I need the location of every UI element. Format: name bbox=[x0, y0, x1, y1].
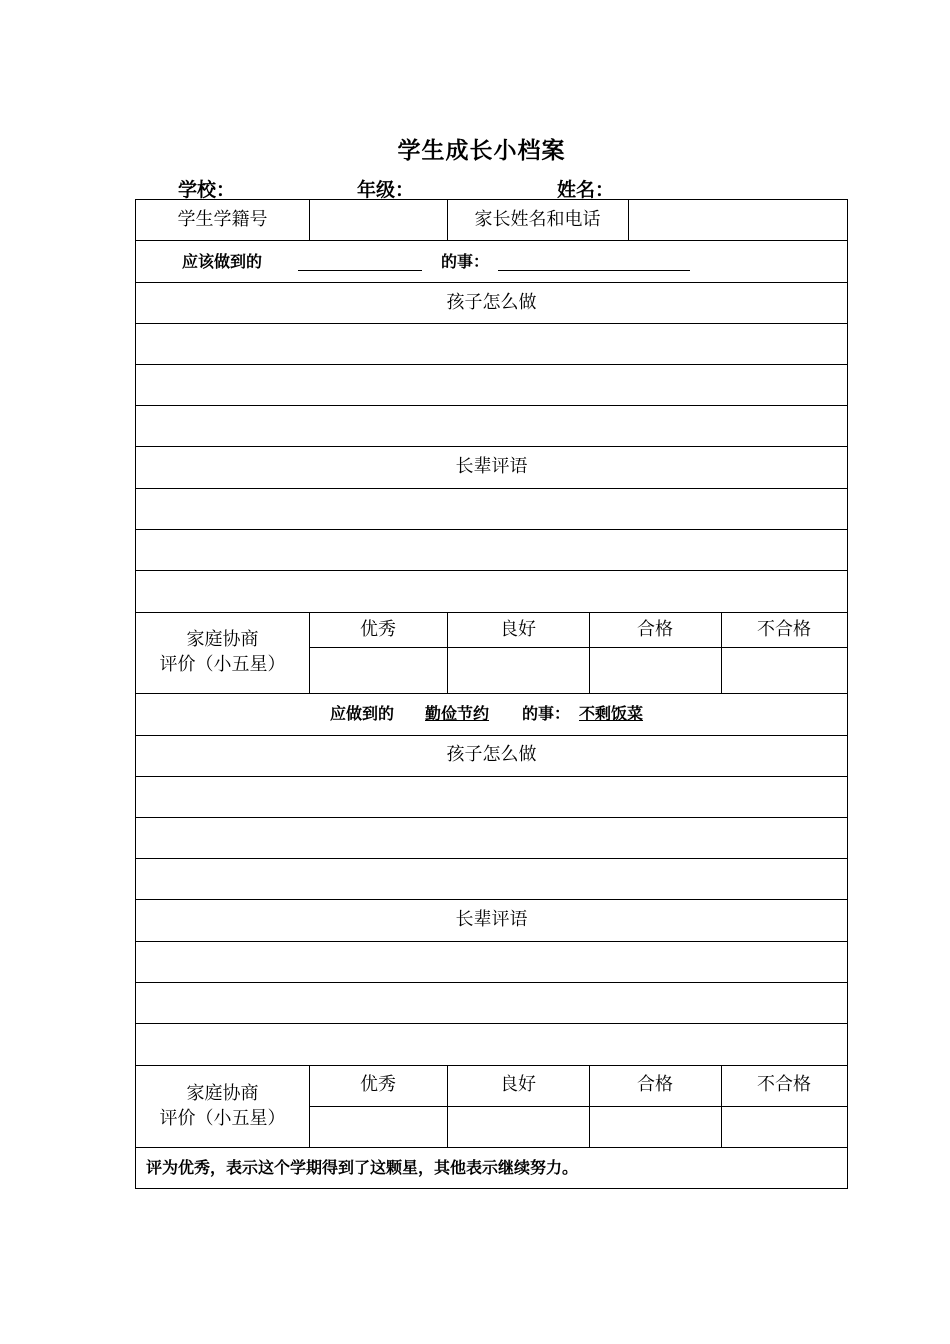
child-action-header: 孩子怎么做 bbox=[446, 292, 537, 313]
row-divider bbox=[136, 941, 847, 942]
child-action-header: 孩子怎么做 bbox=[446, 744, 537, 765]
row-divider bbox=[136, 570, 847, 571]
row-divider bbox=[136, 899, 847, 900]
rating-good: 良好 bbox=[500, 619, 536, 640]
row-divider bbox=[136, 282, 847, 283]
eval-label-line2: 评价（小五星） bbox=[159, 1108, 286, 1129]
rating-fail: 不合格 bbox=[757, 619, 811, 640]
row-divider bbox=[136, 982, 847, 983]
virtue-blank[interactable] bbox=[298, 270, 422, 271]
row-divider bbox=[136, 776, 847, 777]
row-divider bbox=[136, 529, 847, 530]
should-do-label: 应该做到的 bbox=[182, 252, 263, 271]
name-label: 姓名： bbox=[557, 179, 615, 201]
rating-excellent: 优秀 bbox=[360, 619, 396, 640]
row-divider bbox=[136, 817, 847, 818]
eval-label-line2: 评价（小五星） bbox=[159, 654, 286, 675]
page-title: 学生成长小档案 bbox=[397, 138, 566, 164]
virtue-value: 勤俭节约 bbox=[425, 704, 490, 723]
record-table bbox=[135, 199, 848, 1189]
rating-pass: 合格 bbox=[637, 619, 673, 640]
row-divider bbox=[136, 240, 847, 241]
row-divider bbox=[136, 1023, 847, 1024]
student-id-label: 学生学籍号 bbox=[177, 209, 268, 230]
row-divider bbox=[136, 612, 847, 613]
row-divider bbox=[136, 735, 847, 736]
rating-good: 良好 bbox=[500, 1074, 536, 1095]
row-divider bbox=[136, 693, 847, 694]
thing-value: 不剩饭菜 bbox=[579, 704, 644, 723]
rating-fail: 不合格 bbox=[757, 1074, 811, 1095]
row-divider bbox=[136, 364, 847, 365]
grade-label: 年级： bbox=[357, 179, 415, 201]
elder-comment-header: 长辈评语 bbox=[455, 456, 528, 477]
parent-contact-label: 家长姓名和电话 bbox=[474, 209, 601, 230]
should-do-label: 应做到的 bbox=[330, 704, 395, 723]
row-divider bbox=[136, 1147, 847, 1148]
thing-label: 的事： bbox=[441, 252, 490, 271]
row-divider bbox=[136, 446, 847, 447]
eval-label-line1: 家庭协商 bbox=[186, 1083, 259, 1104]
rating-excellent: 优秀 bbox=[360, 1074, 396, 1095]
eval-label-line1: 家庭协商 bbox=[186, 629, 259, 650]
school-label: 学校： bbox=[178, 179, 236, 201]
rating-pass: 合格 bbox=[637, 1074, 673, 1095]
row-divider bbox=[309, 647, 847, 648]
row-divider bbox=[309, 1106, 847, 1107]
col-divider bbox=[628, 200, 629, 240]
footer-note: 评为优秀，表示这个学期得到了这颗星，其他表示继续努力。 bbox=[146, 1158, 579, 1177]
row-divider bbox=[136, 488, 847, 489]
row-divider bbox=[136, 323, 847, 324]
row-divider bbox=[136, 1065, 847, 1066]
thing-label: 的事： bbox=[522, 704, 571, 723]
elder-comment-header: 长辈评语 bbox=[455, 909, 528, 930]
row-divider bbox=[136, 405, 847, 406]
row-divider bbox=[136, 858, 847, 859]
col-divider bbox=[309, 200, 310, 240]
thing-blank[interactable] bbox=[498, 270, 690, 271]
